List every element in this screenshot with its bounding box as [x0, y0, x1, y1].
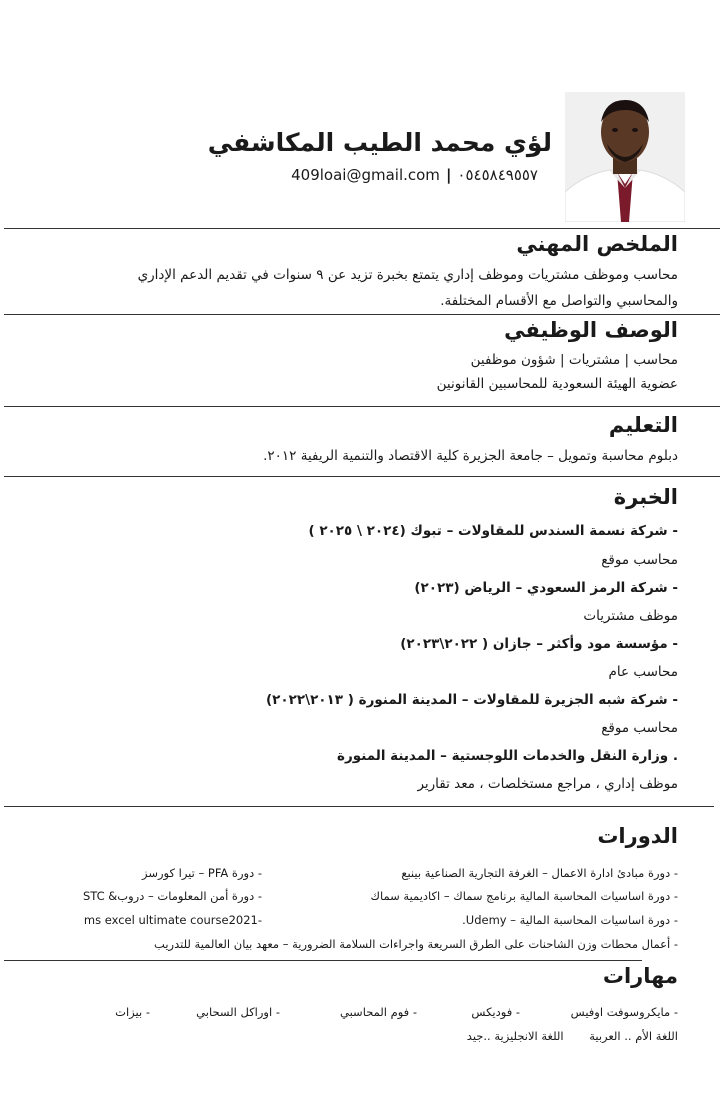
skill-item: - فوديكس [471, 1005, 520, 1019]
experience-role: موظف إداري ، مراجع مستخلصات ، معد تقارير [417, 776, 678, 792]
courses-title: الدورات [597, 824, 678, 848]
section-divider [4, 314, 720, 315]
section-divider [4, 228, 720, 229]
experience-company: - شركة نسمة السندس للمقاولات – تبوك (٢٠٢٤ \ ٢٠٢٥ ) [308, 523, 678, 539]
summary-line: محاسب وموظف مشتريات وموظف إداري يتمتع بخبرة تزيد عن ٩ سنوات في تقديم الدعم الإداري [137, 267, 678, 283]
languages-line: اللغة الأم .. العربية اللغة الانجليزية ..جيد [466, 1029, 678, 1043]
job-line: عضوية الهيئة السعودية للمحاسبين القانونين [436, 376, 678, 392]
summary-title: الملخص المهني [516, 232, 678, 256]
section-divider [4, 406, 720, 407]
skill-item: - فوم المحاسبي [340, 1005, 417, 1019]
experience-role: محاسب عام [608, 664, 678, 680]
course-item: - دورة اساسيات المحاسبة المالية – Udemy. [462, 913, 678, 927]
course-item: - دورة PFA – تيرا كورسز [142, 866, 262, 880]
candidate-name: لؤي محمد الطيب المكاشفي [207, 128, 552, 157]
course-item: -ms excel ultimate course2021 [83, 913, 262, 927]
education-title: التعليم [608, 413, 678, 437]
experience-role: محاسب موقع [601, 720, 678, 736]
skill-item: - مايكروسوفت اوفيس [570, 1005, 678, 1019]
job-line: محاسب | مشتريات | شؤون موظفين [470, 352, 678, 368]
contact-line [291, 166, 538, 184]
contact-separator: | [445, 166, 452, 184]
skill-item: - اوراكل السحابي [196, 1005, 280, 1019]
phone-number: ٠٥٤٥٨٤٩٥٥٧ [457, 166, 538, 184]
experience-company: - شركة الرمز السعودي – الرياض (٢٠٢٣) [414, 580, 678, 596]
profile-photo [565, 92, 685, 222]
experience-role: محاسب موقع [601, 552, 678, 568]
section-divider [4, 476, 720, 477]
skills-title: مهارات [602, 964, 678, 988]
section-divider [4, 806, 714, 807]
course-item: - دورة اساسيات المحاسبة المالية برنامج سماك – اكاديمية سماك [370, 889, 678, 903]
experience-company: - شركة شبه الجزيرة للمقاولات – المدينة المنورة ( ٢٠١٣\٢٠٢٢) [265, 692, 678, 708]
course-item: - دورة أمن المعلومات – دروب& STC [82, 889, 262, 903]
job-title: الوصف الوظيفي [504, 318, 678, 342]
course-item: - دورة مبادئ ادارة الاعمال – الغرفة التجارية الصناعية بينبع [401, 866, 678, 880]
summary-line: والمحاسبي والتواصل مع الأقسام المختلفة. [440, 293, 678, 309]
experience-role: موظف مشتريات [583, 608, 678, 624]
course-item: - أعمال محطات وزن الشاحنات على الطرق السريعة واجراءات السلامة الضرورية – معهد بيان العالمية للتدريب [154, 937, 678, 951]
education-line: دبلوم محاسبة وتمويل – جامعة الجزيرة كلية الاقتصاد والتنمية الريفية ٢٠١٢. [263, 448, 678, 464]
section-divider [4, 960, 642, 961]
experience-company: - مؤسسة مود وأكثر – جازان ( ٢٠٢٢\٢٠٢٣) [400, 636, 678, 652]
email-address: 409loai@gmail.com [291, 166, 440, 184]
experience-company: . وزارة النقل والخدمات اللوجستية – المدينة المنورة [336, 748, 678, 764]
skill-item: - بيزات [115, 1005, 150, 1019]
experience-title: الخبرة [613, 485, 678, 509]
